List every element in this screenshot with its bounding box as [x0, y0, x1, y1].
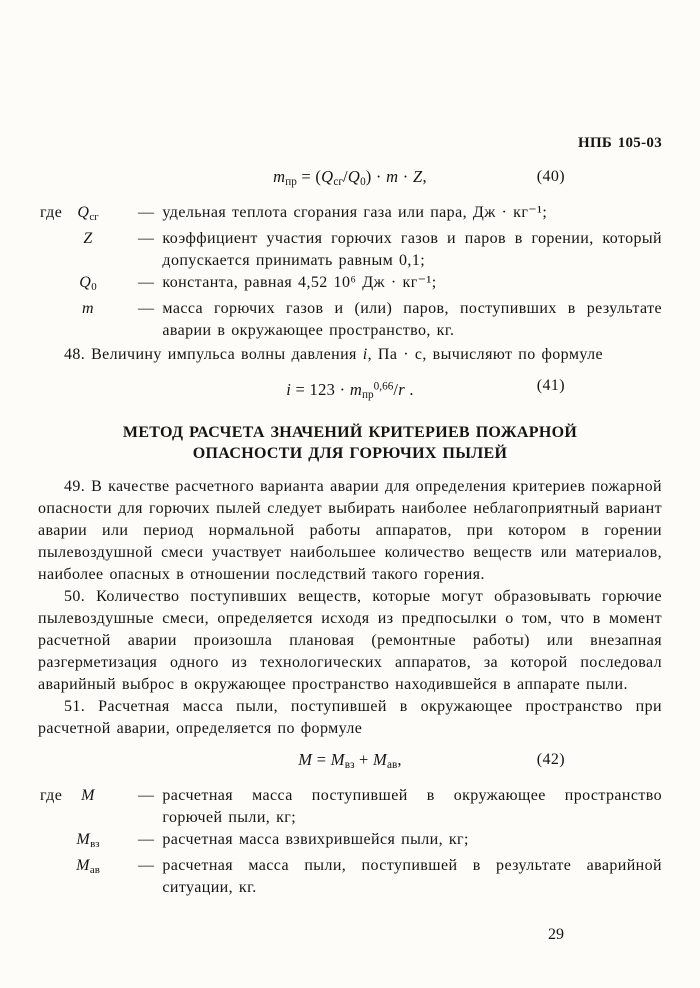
- definition-term: $Q_{сг}$: [77, 204, 99, 224]
- formula-40-row: [38, 166, 662, 193]
- formula-40: $m_{пр} = (Q_{сг}/Q_0) \cdot m \cdot Z$,: [273, 167, 427, 189]
- definition-term: $M_{ав}$: [76, 857, 100, 877]
- definition-term: M: [81, 787, 95, 805]
- formula-40-number: (40): [536, 168, 565, 185]
- section-heading: МЕТОД РАСЧЕТА ЗНАЧЕНИЙ КРИТЕРИЕВ ПОЖАРНОЙ ОПАСНОСТИ ДЛЯ ГОРЮЧИХ ПЫЛЕЙ: [122, 423, 578, 462]
- definition-row-qsg: [38, 202, 662, 228]
- formula-42-number: (42): [536, 750, 565, 768]
- definition-dash: —: [138, 857, 155, 875]
- formula-41-number: (41): [536, 377, 565, 395]
- paragraph-48: 48. Величину импульса волны давления i, Па · с, вычисляют по формуле: [64, 346, 603, 364]
- paragraph-49: 49. В качестве расчетного варианта аварии для определения критериев пожарной опасности для горючих пылей следует выбирать наиболее неблагоприятный вариант аварии или период нормальной работы аппаратов, при котором в горении пылевоздушной смеси участвует наибольшее количество веществ или материалов, наиболее опасных в отношении последствий такого горения.: [38, 477, 662, 583]
- definition-dash: —: [138, 787, 155, 805]
- formula-41: $i = 123 \cdot m_{пр}^{0,66}/r$ .: [286, 379, 414, 401]
- definition-row-z: [38, 228, 662, 272]
- page-number: 29: [548, 926, 564, 943]
- definition-dash: —: [138, 300, 155, 318]
- definition-text: расчетная масса пыли, поступившей в результате аварийной ситуации, кг.: [162, 857, 662, 897]
- definition-dash: —: [138, 230, 155, 248]
- definition-row-q0: [38, 272, 662, 298]
- definition-term: m: [82, 300, 94, 318]
- definition-text: расчетная масса поступившей в окружающее пространство горючей пыли, кг;: [162, 787, 662, 827]
- definition-row-m-vz: [38, 829, 662, 855]
- definitions-formula-42: [38, 785, 662, 899]
- paragraph-51: 51. Расчетная масса пыли, поступившей в окружающее пространство при расчетной аварии, определяется по формуле: [38, 697, 662, 737]
- definition-text: масса горючих газов и (или) паров, поступивших в результате аварии в окружающее пространство, кг.: [162, 300, 662, 340]
- where-label: где: [40, 204, 63, 222]
- definition-row-m-av: [38, 855, 662, 899]
- paragraph-50: 50. Количество поступивших веществ, которые могут образовывать горючие пылевоздушные смеси, определяется исходя из предпосылки о том, что в момент расчетной аварии произошла плановая (ремонтные работы) или внезапная разгерметизация одного из технологических аппаратов, за которой последовал аварийный выброс в окружающее пространство находившейся в аппарате пыли.: [38, 587, 662, 693]
- where-label: где: [40, 787, 63, 805]
- definition-text: расчетная масса взвихрившейся пыли, кг;: [162, 831, 469, 849]
- formula-41-row: [38, 375, 662, 406]
- definitions-formula-40: [38, 202, 662, 342]
- definition-text: коэффициент участия горючих газов и паров в горении, который допускается принимать равным 0,1;: [162, 230, 662, 270]
- page-content: [38, 132, 662, 901]
- document-code: НПБ 105-03: [578, 135, 662, 151]
- definition-row-m-total: [38, 785, 662, 829]
- formula-42-row: [38, 749, 662, 776]
- definition-dash: —: [138, 204, 155, 222]
- definition-text: константа, равная 4,52 10⁶ Дж · кг⁻¹;: [162, 274, 437, 292]
- formula-42: $M = M_{вз} + M_{ав}$,: [298, 749, 402, 772]
- definition-row-m: [38, 298, 662, 342]
- definition-term: $M_{вз}$: [76, 831, 100, 851]
- definition-term: Z: [83, 230, 93, 248]
- definition-dash: —: [138, 274, 155, 292]
- definition-text: удельная теплота сгорания газа или пара, Дж · кг⁻¹;: [162, 204, 548, 222]
- definition-term: $Q_0$: [79, 274, 97, 294]
- definition-dash: —: [138, 831, 155, 849]
